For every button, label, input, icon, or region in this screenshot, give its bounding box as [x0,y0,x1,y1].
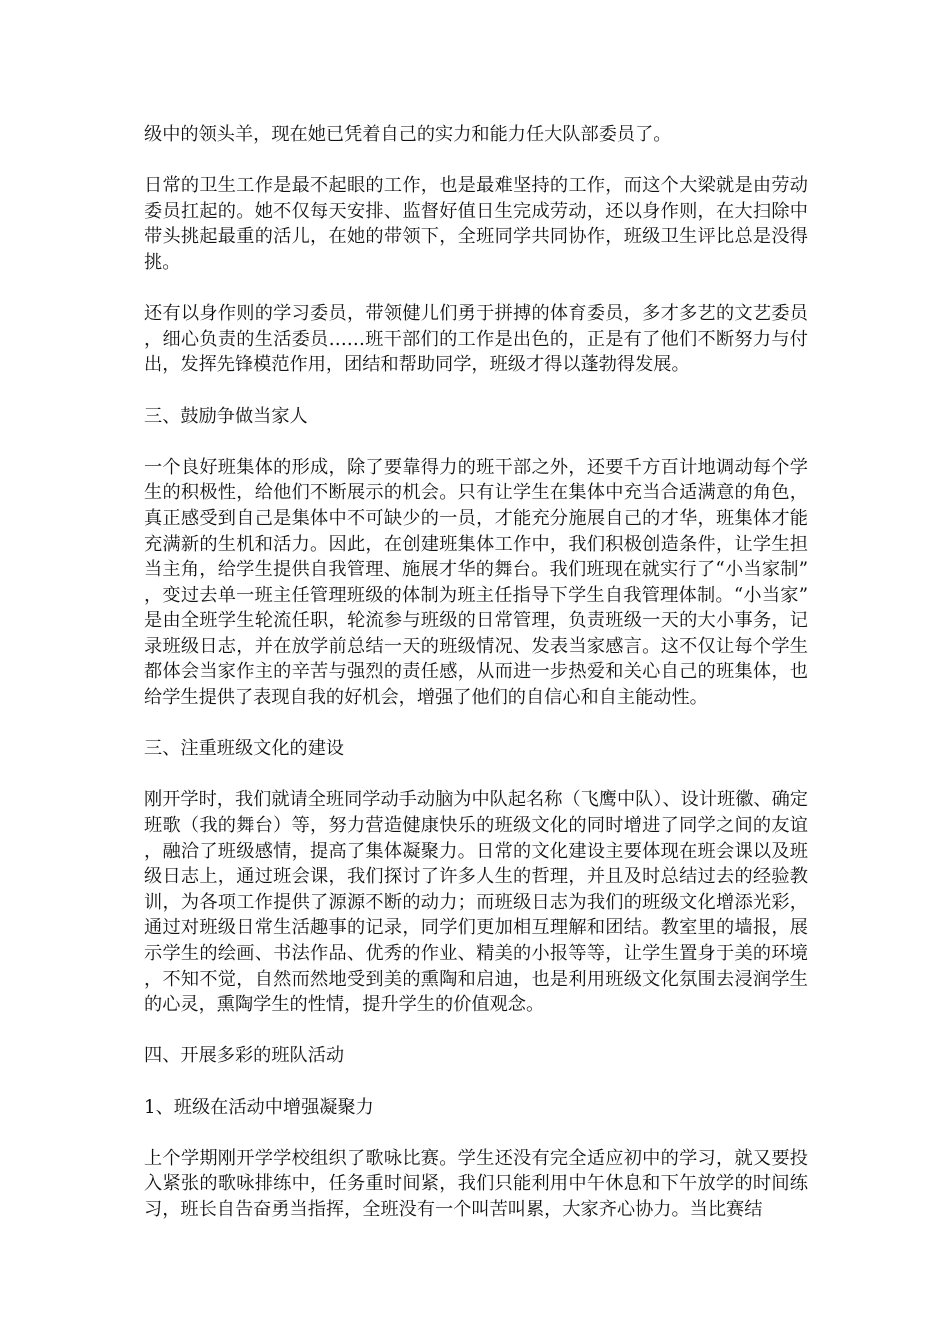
paragraph-singing-competition: 上个学期刚开学学校组织了歌咏比赛。学生还没有完全适应初中的学习，就又要投入紧张的歌咏排练中，任务重时间紧，我们只能利用中午休息和下午放学的时间练习，班长自告奋勇当指挥，全班没有一个叫苦叫累，大家齐心协力。当比赛结 [144,1147,808,1220]
document-body [144,122,808,1248]
subsection-heading-cohesion: 1、班级在活动中增强凝聚力 [144,1096,374,1118]
paragraph-little-housekeeper-system: 一个良好班集体的形成，除了要靠得力的班干部之外，还要千方百计地调动每个学生的积极性，给他们不断展示的机会。只有让学生在集体中充当合适满意的角色，真正感受到自己是集体中不可缺少的一员，才能充分施展自己的才华，班集体才能充满新的生机和活力。因此，在创建班集体工作中，我们积极创造条件，让学生担当主角，给学生提供自我管理、施展才华的舞台。我们班现在就实行了“小当家制”，变过去单一班主任管理班级的体制为班主任指导下学生自我管理体制。“小当家”是由全班学生轮流任职，轮流参与班级的日常管理，负责班级一天的大小事务，记录班级日志，并在放学前总结一天的班级情况、发表当家感言。这不仅让每个学生都体会当家作主的辛苦与强烈的责任感，从而进一步热爱和关心自己的班集体，也给学生提供了表现自我的好机会，增强了他们的自信心和自主能动性。 [144,456,808,709]
paragraph-other-committee-members: 还有以身作则的学习委员，带领健儿们勇于拼搏的体育委员，多才多艺的文艺委员，细心负责的生活委员……班干部们的工作是出色的，正是有了他们不断努力与付出，发挥先锋模范作用，团结和帮助同学，班级才得以蓬勃得发展。 [144,303,808,376]
section-heading-encourage-housekeeper: 三、鼓励争做当家人 [144,405,308,427]
paragraph-labor-committee: 日常的卫生工作是最不起眼的工作，也是最难坚持的工作，而这个大梁就是由劳动委员扛起的。她不仅每天安排、监督好值日生完成劳动，还以身作则，在大扫除中带头挑起最重的活儿，在她的带领下，全班同学共同协作，班级卫生评比总是没得挑。 [144,175,808,273]
paragraph-continued-from-previous-page: 级中的领头羊，现在她已凭着自己的实力和能力任大队部委员了。 [144,124,672,145]
section-heading-class-activities: 四、开展多彩的班队活动 [144,1045,345,1067]
section-heading-class-culture: 三、注重班级文化的建设 [144,738,345,760]
paragraph-class-culture-building: 刚开学时，我们就请全班同学动手动脑为中队起名称（飞鹰中队）、设计班徽、确定班歌（我的舞台）等，努力营造健康快乐的班级文化的同时增进了同学之间的友谊，融洽了班级感情，提高了集体凝聚力。日常的文化建设主要体现在班会课以及班级日志上，通过班会课，我们探讨了许多人生的哲理，并且及时总结过去的经验教训，为各项工作提供了源源不断的动力；而班级日志为我们的班级文化增添光彩，通过对班级日常生活趣事的记录，同学们更加相互理解和团结。教室里的墙报，展示学生的绘画、书法作品、优秀的作业、精美的小报等等，让学生置身于美的环境，不知不觉，自然而然地受到美的熏陶和启迪，也是利用班级文化氛围去浸润学生的心灵，熏陶学生的性情，提升学生的价值观念。 [144,789,808,1016]
